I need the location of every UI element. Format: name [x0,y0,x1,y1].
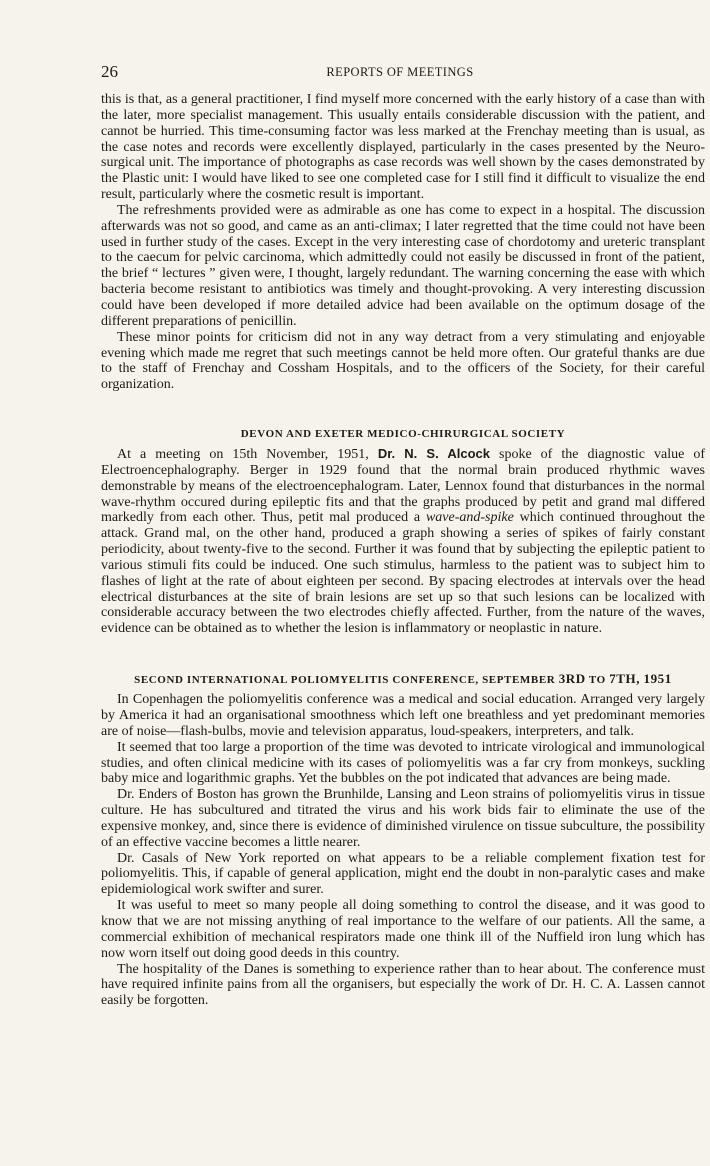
text-span: which continued throughout the attack. Grand mal, on the other hand, produced a graph showing a series of spikes of fairly constant periodicity, about twenty-five to the second. Further it was found that by subjecting the epileptic patient to various stimuli fits could be induced. One such stimulus, harmless to the patient was to subject him to flashes of light at the rate of about eighteen per second. By spacing electrodes at intervals over the head electrical disturbances at the site of brain lesions are set up so that such lesions can be localized with considerable accuracy between the two electrodes chiefly affected. Further, from the nature of the waves, evidence can be obtained as to whether the lesion is inflammatory or neoplastic in nature. [101,510,706,637]
paragraph: These minor points for criticism did not in any way detract from a very stimulating and enjoyable evening which made me regret that such meetings cannot be held more often. Our grateful thanks are due to the staff of Frenchay and Cossham Hospitals, and to the officers of the Society, for their careful organization. [101,329,705,393]
devon-exeter-section [101,426,705,637]
paragraph: The refreshments provided were as admirable as one has come to expect in a hospital. The discussion afterwards was not so good, and came as an anti-climax; I later regretted that the time could not have been used in further study of the cases. Except in the very interesting case of chordotomy and ureteric transplant to the caecum for pelvic carcinoma, which admittedly could not easily be discussed in front of the patient, the brief “ lectures ” given were, I thought, largely redundant. The warning concerning the ease with which bacteria become resistant to antibiotics was timely and thought-provoking. A very interesting discussion could have been developed if more detailed advice had been available on the optimum dosage of the different preparations of penicillin. [101,202,705,329]
running-title: REPORTS OF MEETINGS [326,65,474,79]
frenchay-report [101,92,705,393]
heading-year: 1951 [643,671,672,687]
heading-day: 7TH, [609,671,641,687]
section-heading [101,671,705,688]
article-body [101,92,705,1009]
speaker-name: Dr. N. S. Alcock [377,446,490,462]
heading-day: 3RD [558,671,586,687]
paragraph: In Copenhagen the poliomyelitis conference was a medical and social education. Arranged very largely by America it had an organisational smoothness which left one breathless and yet predominant memories are of noise—flash-bulbs, movie and television apparatus, loud-speakers, interpreters, and talk. [101,692,705,739]
paragraph [101,446,705,637]
paragraph: The hospitality of the Danes is something to experience rather than to hear about. The conference must have required infinite pains from all the organisers, but especially the work of Dr. H. C. A. Lassen cannot easily be forgotten. [101,961,705,1009]
heading-text: SECOND INTERNATIONAL POLIOMYELITIS CONFERENCE, SEPTEMBER [134,674,556,687]
heading-to: TO [588,674,606,687]
page-number: 26 [101,62,118,81]
paragraph: Dr. Enders of Boston has grown the Brunhilde, Lansing and Leon strains of poliomyelitis virus in tissue culture. He has subcultured and titrated the virus and his work bids fair to eliminate the use of the expensive monkey, and, since there is evidence of diminished virulence on tissue subculture, the possibility of an effective vaccine becomes a little nearer. [101,787,705,850]
italic-term: wave-and-spike [425,510,514,526]
paragraph: Dr. Casals of New York reported on what appears to be a reliable complement fixation test for poliomyelitis. This, if capable of general application, might end the doubt in non-paralytic cases and make epidemiological work swifter and surer. [101,850,705,898]
paragraph: It seemed that too large a proportion of the time was devoted to intricate virological and immunological studies, and often clinical medicine with its cases of poliomyelitis was a far cry from monkeys, suckling baby mice and logarithmic graphs. Yet the bubbles on the pot indicated that advances are being made. [101,739,705,787]
poliomyelitis-section [101,671,705,1009]
paragraph: this is that, as a general practitioner, I find myself more concerned with the early history of a case than with the later, more specialist management. This usually entails considerable discussion with the patient, and cannot be hurried. This time-consuming factor was less marked at the Frenchay meeting than is usual, as the case notes and records were excellently displayed, particularly in the cases presented by the Neuro-surgical unit. The importance of photographs as case records was well shown by the cases demonstrated by the Plastic unit: I would have liked to see one completed case for I still find it difficult to visualize the end result, particularly where the cosmetic result is important. [101,92,705,203]
text-span: spoke of the diagnostic value of Electroencephalography. Berger in 1929 found that the normal brain produced rhythmic waves demonstrable by means of the electroencephalogram. Later, Lennox found that disturbances in the normal wave-rhythm occured during epileptic fits and that the graphs produced by petit and grand mal differed markedly from each other. Thus, petit mal produced a [101,447,706,526]
text-span: At a meeting on 15th November, 1951, [117,447,369,463]
section-heading: DEVON AND EXETER MEDICO-CHIRURGICAL SOCIETY [240,428,566,441]
page-header [0,62,710,82]
paragraph: It was useful to meet so many people all doing something to control the disease, and it was good to know that we are not missing anything of real importance to the welfare of our patients. All the same, a commercial exhibition of mechanical respirators made one think ill of the Nuffield iron lung which has now worn itself out doing good deeds in this country. [101,898,705,961]
